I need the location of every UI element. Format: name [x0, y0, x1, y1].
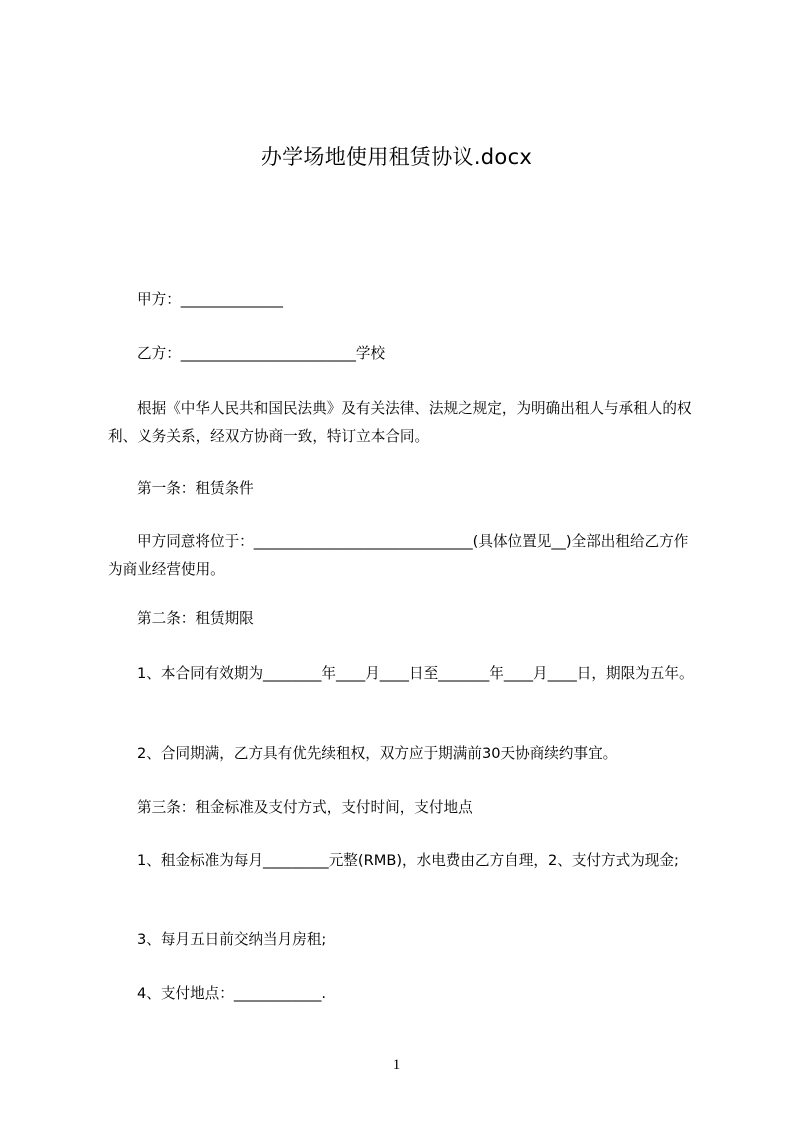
document-title: 办学场地使用租赁协议.docx [260, 145, 533, 169]
article-3-clause-3: 3、每月五日前交纳当月房租; [137, 931, 327, 948]
preamble-paragraph: 根据《中华人民共和国民法典》及有关法律、法规之规定，为明确出租人与承租人的权利、义务关系，经双方协商一致，特订立本合同。 [108, 400, 692, 445]
article-3-heading: 第三条：租金标准及支付方式，支付时间，支付地点 [137, 799, 473, 816]
article-2-heading: 第二条：租赁期限 [137, 610, 254, 627]
article-2-clause-1: 1、本合同有效期为________年____月____日至_______年____月____日，期限为五年。 [137, 665, 694, 682]
party-b-line: 乙方：________________________学校 [137, 345, 386, 362]
page-number: 1 [392, 1057, 401, 1073]
party-a-line: 甲方：______________ [137, 291, 283, 308]
article-3-clause-1: 1、租金标准为每月_________元整(RMB)，水电费由乙方自理，2、支付方式为现金; [137, 852, 679, 869]
article-1-heading: 第一条：租赁条件 [137, 480, 254, 497]
article-1-body: 甲方同意将位于：______________________________(具体位置见__)全部出租给乙方作为商业经营使用。 [108, 533, 689, 578]
article-2-clause-2: 2、合同期满，乙方具有优先续租权，双方应于期满前30天协商续约事宜。 [137, 745, 618, 762]
article-3-clause-4: 4、支付地点：____________. [137, 985, 327, 1002]
